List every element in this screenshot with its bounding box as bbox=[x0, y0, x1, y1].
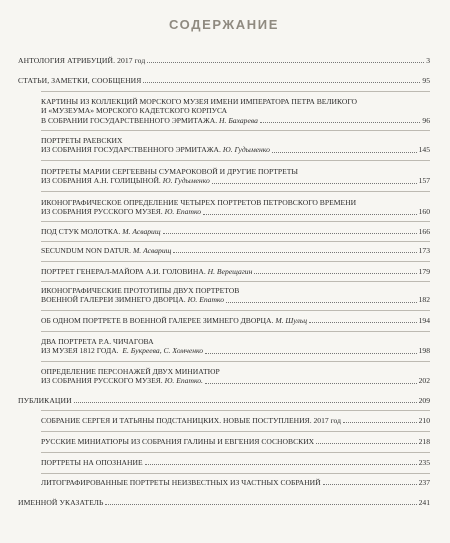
toc-entry-author: Е. Букреева, С. Хомченко bbox=[122, 346, 204, 356]
divider bbox=[41, 241, 430, 242]
toc-entry-author: М. Асварищ bbox=[132, 246, 172, 255]
toc-entry-articles[interactable] bbox=[18, 76, 430, 85]
toc-entry-title-line: ИЗ МУЗЕЯ 1812 ГОДА. bbox=[41, 346, 119, 356]
dot-leader bbox=[212, 183, 417, 184]
toc-entry-title-line: КАРТИНЫ ИЗ КОЛЛЕКЦИЙ МОРСКОГО МУЗЕЯ ИМЕНИ ИМПЕРАТОРА ПЕТРА ВЕЛИКОГО bbox=[41, 97, 358, 106]
toc-entry-author: Ю. Гудыменко bbox=[222, 145, 270, 155]
toc-page-number: 160 bbox=[418, 207, 430, 217]
toc-page-number: 166 bbox=[418, 227, 430, 236]
toc-entry-iconographic-prototypes[interactable] bbox=[41, 286, 430, 305]
dot-leader bbox=[105, 504, 416, 505]
toc-entry-author: Н. Верещагин bbox=[207, 267, 253, 276]
toc-page-number: 198 bbox=[418, 346, 430, 356]
toc-page-number: 157 bbox=[418, 176, 430, 186]
toc-page-number: 179 bbox=[418, 267, 430, 276]
toc-entry-title: СОБРАНИЕ СЕРГЕЯ И ТАТЬЯНЫ ПОДСТАНИЦКИХ. НОВЫЕ ПОСТУПЛЕНИЯ. 2017 год bbox=[41, 416, 341, 425]
toc-entry-title: ПУБЛИКАЦИИ bbox=[18, 396, 72, 405]
dot-leader bbox=[343, 422, 417, 423]
dot-leader bbox=[74, 402, 417, 403]
divider bbox=[41, 452, 430, 453]
divider bbox=[41, 331, 430, 332]
dot-leader bbox=[203, 214, 417, 215]
toc-entry-title-line: И «МУЗЕУМА» МОРСКОГО КАДЕТСКОГО КОРПУСА bbox=[41, 106, 228, 116]
toc-entry-raevsky-portraits[interactable] bbox=[41, 136, 430, 155]
toc-page-number: 145 bbox=[418, 145, 430, 155]
toc-entry-title: СТАТЬИ, ЗАМЕТКИ, СООБЩЕНИЯ bbox=[18, 76, 142, 85]
toc-page-number: 182 bbox=[418, 295, 430, 305]
toc-entry-publications[interactable] bbox=[18, 396, 430, 405]
divider bbox=[41, 281, 430, 282]
dot-leader bbox=[143, 82, 420, 83]
toc-entry-title-line: ВОЕННОЙ ГАЛЕРЕИ ЗИМНЕГО ДВОРЦА. bbox=[41, 295, 186, 305]
toc-page-number: 237 bbox=[418, 478, 430, 487]
divider bbox=[41, 361, 430, 362]
toc-entry-naval-museum-paintings[interactable] bbox=[41, 97, 430, 125]
dot-leader bbox=[163, 233, 417, 234]
dot-leader bbox=[260, 122, 421, 123]
dot-leader bbox=[145, 464, 417, 465]
divider bbox=[41, 410, 430, 411]
toc-entry-title-line: ПОРТРЕТЫ МАРИИ СЕРГЕЕВНЫ СУМАРОКОВОЙ И ДРУГИЕ ПОРТРЕТЫ bbox=[41, 167, 299, 176]
page-title: СОДЕРЖАНИЕ bbox=[169, 17, 279, 32]
toc-entry-author: М. Асварищ bbox=[122, 227, 161, 236]
toc-entry-sumarokova-portraits[interactable] bbox=[41, 167, 430, 186]
toc-entry-anthology[interactable] bbox=[18, 56, 430, 65]
toc-entry-title-line: ДВА ПОРТРЕТА Р.А. ЧИЧАГОВА bbox=[41, 337, 154, 346]
toc-entry-title-line: ИЗ СОБРАНИЯ А.Н. ГОЛИЦЫНОЙ. bbox=[41, 176, 161, 186]
dot-leader bbox=[173, 252, 416, 253]
toc-entry-author: М. Шульц bbox=[275, 316, 308, 325]
toc-page-number: 96 bbox=[422, 115, 430, 125]
dot-leader bbox=[226, 302, 417, 303]
toc-entry-author: Ю. Епатко. bbox=[164, 376, 203, 386]
toc-page-number: 209 bbox=[418, 396, 430, 405]
toc-entry-title-line: ИЗ СОБРАНИЯ ГОСУДАРСТВЕННОГО ЭРМИТАЖА. bbox=[41, 145, 221, 155]
toc-page-number: 218 bbox=[418, 437, 430, 446]
toc-entry-author: Н. Бахарева bbox=[219, 115, 258, 125]
toc-entry-title: SECUNDUM NON DATUR. bbox=[41, 246, 132, 255]
divider bbox=[41, 473, 430, 474]
toc-entry-name-index[interactable] bbox=[18, 498, 430, 507]
toc-page-number: 202 bbox=[418, 376, 430, 386]
divider bbox=[41, 191, 430, 192]
dot-leader bbox=[316, 443, 416, 444]
toc-entry-title-line: ИКОНОГРАФИЧЕСКОЕ ОПРЕДЕЛЕНИЕ ЧЕТЫРЕХ ПОРТРЕТОВ ПЕТРОВСКОГО ВРЕМЕНИ bbox=[41, 198, 357, 207]
divider bbox=[41, 91, 430, 92]
toc-page-number: 210 bbox=[418, 416, 430, 425]
toc-entry-title-line: ПОРТРЕТЫ РАЕВСКИХ bbox=[41, 136, 123, 145]
toc-entry-title: ПОРТРЕТЫ НА ОПОЗНАНИЕ bbox=[41, 458, 143, 467]
toc-page-number: 194 bbox=[418, 316, 430, 325]
divider bbox=[41, 160, 430, 161]
toc-entry-portraits-for-identification[interactable] bbox=[41, 458, 430, 467]
toc-entry-title-line: В СОБРАНИИ ГОСУДАРСТВЕННОГО ЭРМИТАЖА. bbox=[41, 115, 218, 125]
divider bbox=[41, 130, 430, 131]
divider bbox=[41, 310, 430, 311]
divider bbox=[41, 261, 430, 262]
dot-leader bbox=[323, 484, 417, 485]
divider bbox=[41, 431, 430, 432]
toc-entry-title: ИМЕННОЙ УКАЗАТЕЛЬ bbox=[18, 498, 104, 507]
dot-leader bbox=[254, 273, 416, 274]
toc-entry-chichagov-portraits[interactable] bbox=[41, 337, 430, 356]
toc-entry-title-line: ИЗ СОБРАНИЯ РУССКОГО МУЗЕЯ. bbox=[41, 376, 163, 386]
dot-leader bbox=[205, 383, 417, 384]
toc-entry-lithographed-portraits[interactable] bbox=[41, 478, 430, 487]
toc-entry-miniature-characters[interactable] bbox=[41, 367, 430, 386]
toc-entry-author: Ю. Гудыменко bbox=[162, 176, 210, 186]
toc-entry-title: ПОД СТУК МОЛОТКА. bbox=[41, 227, 121, 236]
toc-page-number: 235 bbox=[418, 458, 430, 467]
dot-leader bbox=[147, 62, 424, 63]
toc-entry-title: ЛИТОГРАФИРОВАННЫЕ ПОРТРЕТЫ НЕИЗВЕСТНЫХ ИЗ ЧАСТНЫХ СОБРАНИЙ bbox=[41, 478, 321, 487]
toc-entry-title: ПОРТРЕТ ГЕНЕРАЛ-МАЙОРА А.И. ГОЛОВИНА. bbox=[41, 267, 206, 276]
toc-page-number: 241 bbox=[418, 498, 430, 507]
dot-leader bbox=[205, 353, 417, 354]
toc-entry-author: Ю. Епатко bbox=[164, 207, 202, 217]
toc-entry-title: РУССКИЕ МИНИАТЮРЫ ИЗ СОБРАНИЯ ГАЛИНЫ И ЕВГЕНИЯ СОСНОВСКИХ bbox=[41, 437, 315, 446]
toc-entry-military-gallery-portrait[interactable] bbox=[41, 316, 430, 325]
dot-leader bbox=[272, 152, 417, 153]
toc-entry-golovin-portrait[interactable] bbox=[41, 267, 430, 276]
dot-leader bbox=[309, 322, 417, 323]
toc-entry-petrine-portraits[interactable] bbox=[41, 198, 430, 217]
toc-entry-title: ОБ ОДНОМ ПОРТРЕТЕ В ВОЕННОЙ ГАЛЕРЕЕ ЗИМНЕГО ДВОРЦА. bbox=[41, 316, 274, 325]
toc-entry-podstanitsky-collection[interactable] bbox=[41, 416, 430, 425]
toc-entry-author: Ю. Епатко bbox=[187, 295, 224, 305]
toc-entry-under-the-hammer[interactable] bbox=[41, 227, 430, 236]
toc-entry-title: АНТОЛОГИЯ АТРИБУЦИЙ. 2017 год bbox=[18, 56, 146, 65]
toc-entry-title-line: ИЗ СОБРАНИЯ РУССКОГО МУЗЕЯ. bbox=[41, 207, 163, 217]
toc-page-number: 3 bbox=[426, 56, 430, 65]
toc-entry-russian-miniatures[interactable] bbox=[41, 437, 430, 446]
toc-page-number: 95 bbox=[422, 76, 430, 85]
toc-page-number: 173 bbox=[418, 246, 430, 255]
toc-entry-secundum-non-datur[interactable] bbox=[41, 246, 430, 255]
divider bbox=[41, 221, 430, 222]
toc-entry-title-line: ИКОНОГРАФИЧЕСКИЕ ПРОТОТИПЫ ДВУХ ПОРТРЕТОВ bbox=[41, 286, 240, 295]
toc-entry-title-line: ОПРЕДЕЛЕНИЕ ПЕРСОНАЖЕЙ ДВУХ МИНИАТЮР bbox=[41, 367, 220, 376]
